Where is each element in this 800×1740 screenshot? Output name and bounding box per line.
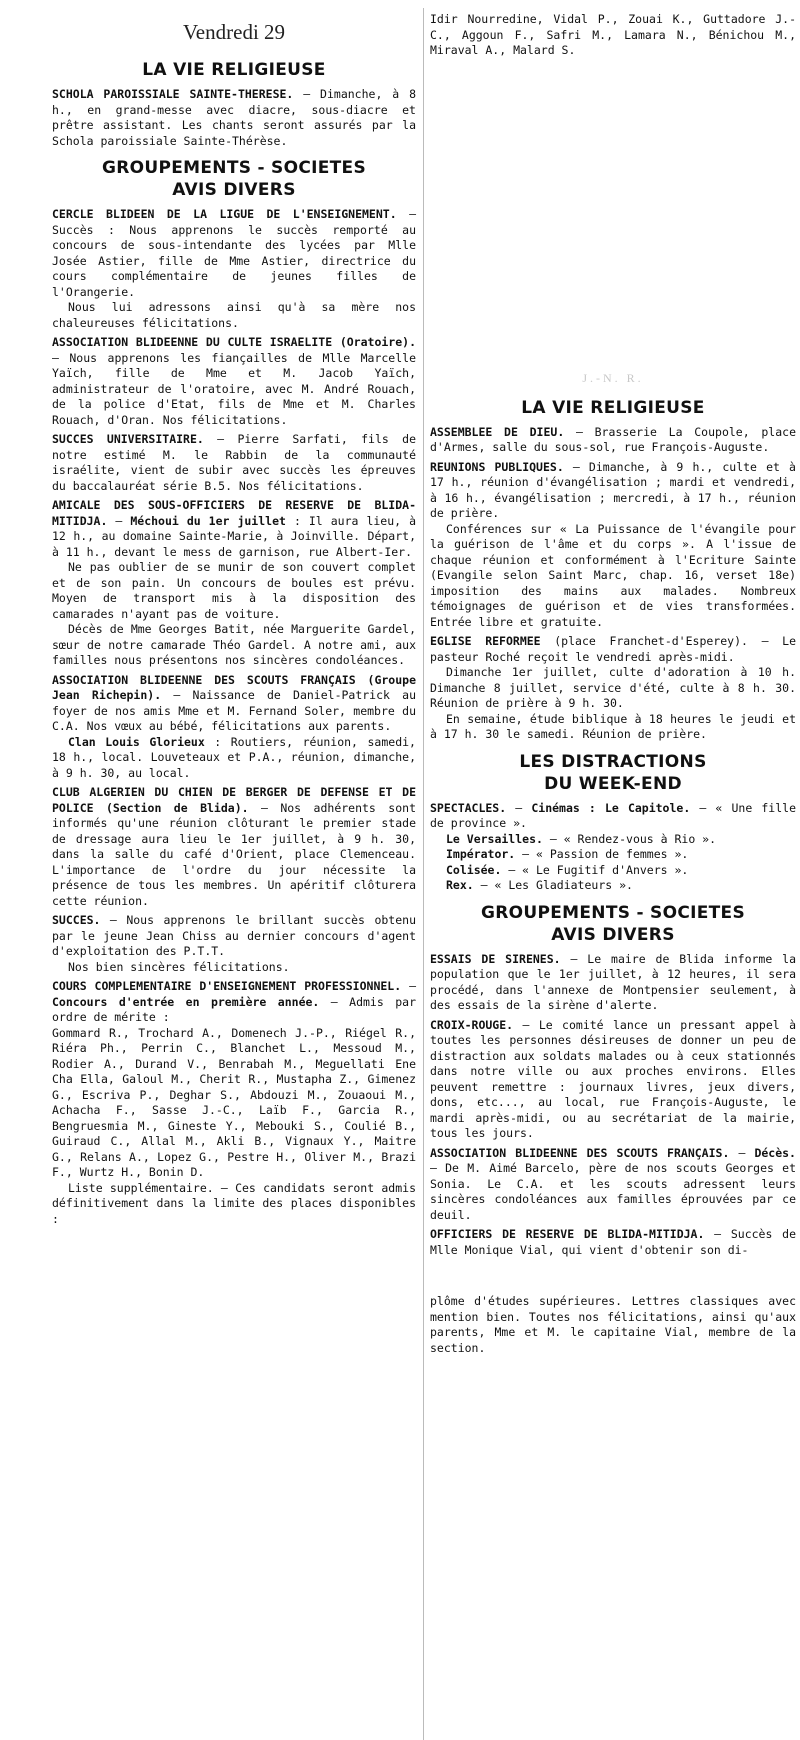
notice-title: SCHOLA PAROISSIALE SAINTE-THERESE. — [52, 87, 294, 101]
notice-title: AMICALE DES SOUS-OFFICIERS DE RESERVE DE BLIDA-MITIDJA. — [52, 498, 416, 528]
notice-title: REUNIONS PUBLIQUES. — [430, 459, 564, 474]
cinema-name: Le Versailles. — [446, 831, 543, 846]
notice-club-chien — [52, 785, 416, 909]
notice-text: (place Franchet-d'Esperey). — Le pasteur Roché reçoit le vendredi après-midi. — [430, 634, 796, 664]
notice-subtitle: Cinémas : Le Capitole. — [531, 800, 691, 815]
notice-text-2: : Routiers, réunion, samedi, 18 h., local. Louveteaux et P.A., réunion, dimanche, à 9 h. 30, au local. — [52, 734, 416, 780]
notice-subtitle: Décès. — [754, 1145, 796, 1160]
heading-groupements — [52, 157, 416, 201]
faint-signature: J.-N. R. — [582, 370, 644, 385]
notice-title: COURS COMPLEMENTAIRE D'ENSEIGNEMENT PROFESSIONNEL. — [52, 979, 402, 993]
heading-line-2: AVIS DIVERS — [172, 180, 296, 200]
notice-title: CROIX-ROUGE. — [430, 1017, 514, 1032]
notice-subtitle: Concours d'entrée en première année. — [52, 994, 320, 1009]
notice-assemblee — [430, 425, 796, 456]
notice-eglise — [430, 634, 796, 743]
cinema-film: — « Rendez-vous à Rio ». — [542, 831, 717, 846]
notice-text: — Succès de Mlle Monique Vial, qui vient d'obtenir son di- — [430, 1227, 796, 1257]
notice-cours-complementaire — [52, 979, 416, 1227]
notice-spectacles — [430, 801, 796, 894]
notice-text: — Nous apprenons les fiançailles de Mlle Marcelle Yaïch, fille de Mme et M. Jacob Yaïch, administrateur de l'oratoire, avec M. André Rouach, de la police d'Etat, fils de Mme et M. Charles Rouach, d'Oran. Nos félicitations. — [52, 350, 416, 427]
notice-succes-universitaire — [52, 432, 416, 494]
notice-text: — — [107, 513, 131, 528]
notice-text: — Le comité lance un pressant appel à toutes les personnes désireuses de donner un peu de distraction aux soldats malades ou à ceux stationnés dans notre ville ou aux proches environs. Elles peuvent remettre : journaux livres, jeux divers, dons, etc..., au local, rue François-Auguste, le mardi après-midi, ou au secrétariat de la mairie, tous les jours. — [430, 1017, 796, 1140]
notice-paragraph: Ne pas oublier de se munir de son couvert complet et de son pain. Un concours de boules est prévu. Moyen de transport mis à la disposition des camarades n'ayant pas de voiture. — [52, 560, 416, 621]
notice-text: — Nous apprenons le brillant succès obtenu par le jeune Jean Chiss au dernier concours d'agent d'exploitation des P.T.T. — [52, 913, 416, 958]
cinema-line — [430, 878, 796, 894]
notice-text-2: — De M. Aimé Barcelo, père de nos scouts Georges et Sonia. Le C.A. et les scouts adressent leurs sincères condoléances aux familles éprouvées par ce deuil. — [430, 1161, 796, 1222]
notice-text-2: : Il aura lieu, à 12 h., au domaine Sainte-Marie, à Joinville. Départ, à 11 h., devant le mess de garnison, rue Albert-Ier. — [52, 513, 416, 559]
notice-scouts-deces — [430, 1146, 796, 1224]
cinema-name: Colisée. — [446, 862, 502, 877]
notice-title: ASSOCIATION BLIDEENNE DES SCOUTS FRANÇAIS. — [430, 1145, 730, 1160]
notice-paragraph: Dimanche 1er juillet, culte d'adoration à 10 h. Dimanche 8 juillet, service d'été, culte à 8 h. 30. Réunion de prière à 9 h. 30. — [430, 665, 796, 710]
notice-subtitle: Méchoui du 1er juillet — [130, 513, 286, 528]
notice-text: — — [506, 800, 532, 815]
column-rule — [423, 8, 424, 1740]
notice-cercle — [52, 207, 416, 331]
notice-paragraph — [52, 735, 416, 782]
heading-line-2: AVIS DIVERS — [551, 924, 675, 945]
cinema-line — [430, 847, 796, 863]
notice-title: SUCCES UNIVERSITAIRE. — [52, 432, 204, 446]
notice-paragraph: Liste supplémentaire. — Ces candidats seront admis définitivement dans la limite des places disponibles : — [52, 1180, 416, 1226]
notice-officiers — [430, 1227, 796, 1258]
notice-sirenes — [430, 952, 796, 1014]
notice-text: — Brasserie La Coupole, place d'Armes, salle du sous-sol, rue François-Auguste. — [430, 424, 796, 454]
notice-amicale — [52, 498, 416, 669]
notice-title: ASSOCIATION BLIDEENNE DES SCOUTS FRANÇAIS (Groupe Jean Richepin). — [52, 672, 416, 702]
admitted-names-list: Gommard R., Trochard A., Domenech J.-P., Riégel R., Riéra Ph., Perrin C., Blanchet L., Messoud M., Rodier A., Durand V., Benrabah M., Meguellati Ene Cha Ella, Galoul M., Cherit R., Mustapha Z., Gimenez G., Escriva P., Deghar S., Abdouzi M., Zouaoui M., Achacha F., Sasse J.-C., Laïb F., Garcia R., Bengruesmia M., Gineste Y., Mebouki S., Coulié B., Guiraud C., Allal M., Akli B., Vignaux Y., Maitre G., Relans A., Lopez G., Pestre H., Oliver M., Brazi F., Wurtz H., Bonin D. — [52, 1025, 416, 1179]
notice-text: — — [401, 979, 416, 993]
page-date: Vendredi 29 — [182, 20, 286, 44]
notice-title: CLUB ALGERIEN DU CHIEN DE BERGER DE DEFENSE ET DE POLICE (Section de Blida). — [52, 785, 416, 815]
notice-schola — [52, 87, 416, 149]
heading-line-1: GROUPEMENTS - SOCIETES — [480, 902, 746, 923]
notice-scouts — [52, 673, 416, 782]
notice-paragraph: Nous lui adressons ainsi qu'à sa mère nos chaleureuses félicitations. — [52, 300, 416, 330]
heading-line-1: GROUPEMENTS - SOCIETES — [101, 158, 367, 178]
supplementary-names-list: Idir Nourredine, Vidal P., Zouai K., Guttadore J.-C., Aggoun F., Safri M., Lamara N., Bénichou M., Miraval A., Malard S. — [430, 12, 796, 57]
notice-subtitle: Clan Louis Glorieux — [68, 734, 205, 749]
notice-text: — Succès : Nous apprenons le succès remporté au concours de sous-intendante des lycées par Mlle Josée Astier, fille de Mme Astier, directrice du cours complémentaire de jeunes filles de l'Orangerie. — [52, 207, 416, 299]
notice-text: — — [729, 1145, 755, 1160]
notice-paragraph: Nos bien sincères félicitations. — [68, 959, 290, 974]
cinema-line — [430, 832, 796, 848]
blank-area — [430, 63, 796, 353]
notice-paragraph: Conférences sur « La Puissance de l'évangile pour la guérison de l'âme et du corps ». A l'issue de chaque réunion et conformément à l'Ecriture Sainte (Evangile selon Saint Marc, chap. 16, verset 18e) imposition des mains aux malades. Nombreux témoignages de guérison et de vies transformées. Entrée libre et gratuite. — [430, 521, 796, 629]
notice-officiers-continued: plôme d'études supérieures. Lettres classiques avec mention bien. Toutes nos félicitations, ainsi qu'aux parents, Mme et M. le capitaine Vial, membre de la section. — [430, 1294, 796, 1355]
notice-title: OFFICIERS DE RESERVE DE BLIDA-MITIDJA. — [430, 1227, 705, 1241]
notice-text: — Naissance de Daniel-Patrick au foyer de nos amis Mme et M. Fernand Soler, membre du C.A. Nos vœux au bébé, félicitations aux parents. — [52, 688, 416, 733]
notice-paragraph: Décès de Mme Georges Batit, née Marguerite Gardel, sœur de notre camarade Théo Gardel. A notre ami, aux familles nous présentons nos sincères condoléances. — [52, 622, 416, 667]
cinema-line — [430, 863, 796, 879]
notice-reunions — [430, 460, 796, 631]
right-column — [430, 0, 796, 1360]
cinema-film: — « Passion de femmes ». — [515, 847, 689, 861]
notice-title: SUCCES. — [52, 913, 101, 927]
notice-title: CERCLE BLIDEEN DE LA LIGUE DE L'ENSEIGNEMENT. — [52, 207, 397, 221]
notice-text: — Dimanche, à 8 h., en grand-messe avec diacre, sous-diacre et prêtre assistant. Les chants seront assurés par la Schola paroissiale Sainte-Thérèse. — [52, 87, 416, 148]
left-column — [52, 0, 416, 1231]
notice-culte-israelite — [52, 335, 416, 428]
cinema-film: — « Les Gladiateurs ». — [473, 878, 633, 892]
cinema-film: — « Le Fugitif d'Anvers ». — [501, 862, 689, 877]
notice-title: ASSOCIATION BLIDEENNE DU CULTE ISRAELITE (Oratoire). — [52, 335, 416, 349]
notice-succes — [52, 913, 416, 975]
heading-distractions — [430, 751, 796, 795]
heading-line-2: DU WEEK-END — [544, 773, 682, 794]
notice-croix-rouge — [430, 1018, 796, 1142]
notice-title: SPECTACLES. — [430, 800, 507, 815]
notice-title: ASSEMBLEE DE DIEU. — [430, 424, 565, 439]
notice-text: — Nos adhérents sont informés qu'une réunion clôturant le premier stade de dressage aura lieu le 1er juillet, à 9 h. 30, dans la salle du café d'Orient, place Clemenceau. L'importance de l'ordre du jour nécessite la présence de tous les membres. Un apéritif clôturera cette réunion. — [52, 800, 416, 908]
heading-vie-religieuse-2: LA VIE RELIGIEUSE — [521, 397, 705, 418]
heading-vie-religieuse: LA VIE RELIGIEUSE — [142, 60, 326, 80]
heading-groupements-2 — [430, 902, 796, 946]
notice-text-2: — « Une fille de province ». — [430, 800, 796, 830]
notice-title: ESSAIS DE SIRENES. — [430, 951, 561, 966]
heading-line-1: LES DISTRACTIONS — [519, 751, 707, 772]
notice-paragraph: En semaine, étude biblique à 18 heures le jeudi et à 17 h. 30 le samedi. Réunion de prière. — [430, 711, 796, 741]
notice-text-2: — Admis par ordre de mérite : — [52, 994, 416, 1024]
notice-text: — Le maire de Blida informe la population que le 1er juillet, à 12 heures, il sera procédé, dans l'annexe de Montpensier seulement, à des essais de la sirène d'alerte. — [430, 951, 797, 1012]
notice-title: EGLISE REFORMEE — [430, 634, 541, 648]
cinema-name: Rex. — [446, 878, 474, 892]
cinema-name: Impérator. — [446, 847, 516, 861]
notice-text: — Pierre Sarfati, fils de notre estimé M. le Rabbin de la communauté israélite, vient de subir avec succès les épreuves du baccalauréat série B.5. Nos félicitations. — [52, 432, 416, 493]
notice-text: — Dimanche, à 9 h., culte et à 17 h., réunion d'évangélisation ; mardi et vendredi, à 16 h., évangélisation ; mercredi, à 17 h., réunion de prière. — [430, 459, 796, 520]
